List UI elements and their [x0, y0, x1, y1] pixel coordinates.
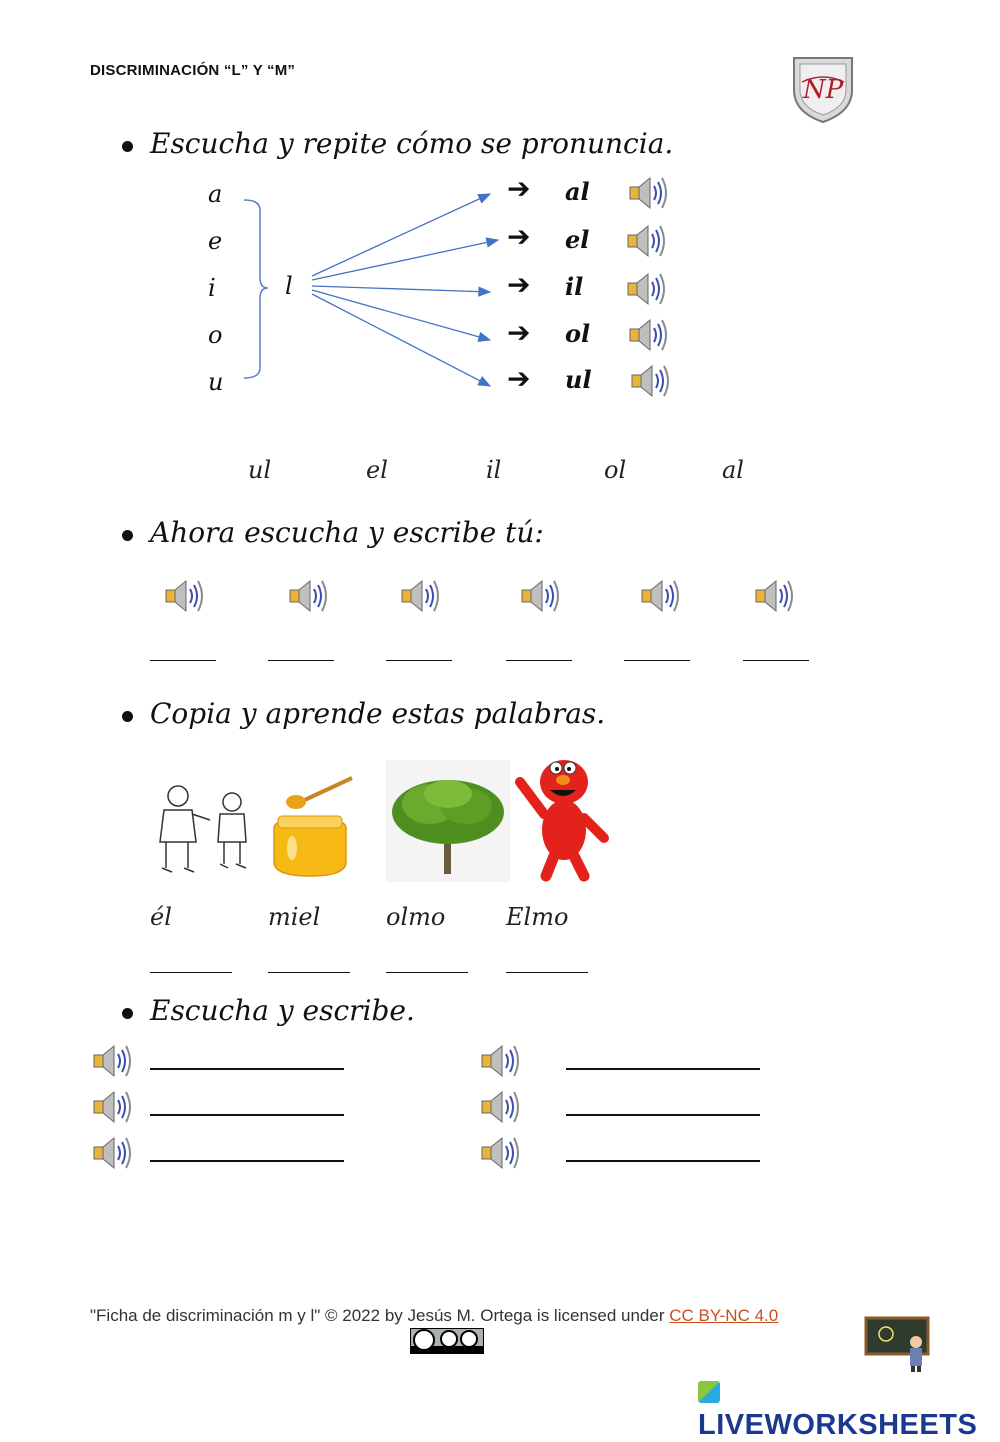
practice-ol: ol [604, 456, 627, 484]
bracket-and-arrows [240, 190, 500, 390]
practice-el: el [366, 456, 388, 484]
vowel-a: a [208, 180, 223, 208]
answer-line[interactable] [624, 660, 690, 661]
answer-line[interactable] [150, 1114, 344, 1116]
speaker-icon[interactable] [162, 577, 206, 615]
syllable-al: al [565, 177, 590, 206]
speaker-icon[interactable] [286, 577, 330, 615]
answer-line[interactable] [150, 660, 216, 661]
cc-license-icon [410, 1328, 484, 1354]
liveworksheets-name: LIVEWORKSHEETS [698, 1409, 978, 1441]
section-3-title: Copia y aprende estas palabras. [150, 697, 606, 730]
speaker-icon[interactable] [624, 270, 668, 308]
speaker-icon[interactable] [624, 222, 668, 260]
word-elmo: Elmo [506, 903, 569, 931]
teacher-chalkboard-icon [864, 1316, 932, 1372]
speaker-icon[interactable] [638, 577, 682, 615]
school-badge-icon [788, 52, 858, 124]
speaker-icon[interactable] [90, 1088, 134, 1126]
license-statement: "Ficha de discriminación m y l" © 2022 by Jesús M. Ortega is licensed under [90, 1306, 670, 1325]
syllable-el: el [565, 225, 590, 254]
answer-line[interactable] [150, 1160, 344, 1162]
right-arrow-icon: ➔ [507, 220, 531, 253]
syllable-il: il [565, 272, 584, 301]
honey-picture [266, 772, 358, 880]
speaker-icon[interactable] [90, 1042, 134, 1080]
speaker-icon[interactable] [518, 577, 562, 615]
speaker-icon[interactable] [478, 1134, 522, 1172]
answer-line[interactable] [268, 660, 334, 661]
word-olmo: olmo [386, 903, 446, 931]
answer-line[interactable] [566, 1114, 760, 1116]
copy-line[interactable] [268, 972, 350, 973]
copy-line[interactable] [386, 972, 468, 973]
svg-text:NP: NP [802, 75, 844, 105]
answer-line[interactable] [150, 1068, 344, 1070]
answer-line[interactable] [743, 660, 809, 661]
elmo-picture [514, 752, 612, 882]
syllable-ul: ul [565, 365, 592, 394]
license-text [90, 1306, 778, 1326]
bullet [122, 141, 133, 152]
tree-picture [386, 760, 510, 882]
vowel-u: u [208, 368, 224, 396]
speaker-icon[interactable] [90, 1134, 134, 1172]
answer-line[interactable] [566, 1068, 760, 1070]
practice-al: al [722, 456, 744, 484]
liveworksheets-logo [698, 1376, 1000, 1442]
section-2-title: Ahora escucha y escribe tú: [150, 516, 544, 549]
copy-line[interactable] [150, 972, 232, 973]
page-title: DISCRIMINACIÓN “L” Y “M” [90, 62, 296, 79]
right-arrow-icon: ➔ [507, 316, 531, 349]
vowel-o: o [208, 321, 223, 349]
section-1-title: Escucha y repite cómo se pronuncia. [150, 127, 674, 160]
section-4-title: Escucha y escribe. [150, 994, 415, 1027]
speaker-icon[interactable] [626, 316, 670, 354]
speaker-icon[interactable] [398, 577, 442, 615]
copy-line[interactable] [506, 972, 588, 973]
right-arrow-icon: ➔ [507, 268, 531, 301]
speaker-icon[interactable] [628, 362, 672, 400]
vowel-i: i [208, 274, 216, 302]
consonant-l: l [285, 272, 293, 300]
answer-line[interactable] [566, 1160, 760, 1162]
boys-picture [150, 780, 254, 880]
speaker-icon[interactable] [752, 577, 796, 615]
vowel-e: e [208, 227, 223, 255]
answer-line[interactable] [506, 660, 572, 661]
speaker-icon[interactable] [478, 1088, 522, 1126]
bullet [122, 711, 133, 722]
right-arrow-icon: ➔ [507, 172, 531, 205]
liveworksheets-icon [698, 1381, 720, 1403]
bullet [122, 530, 133, 541]
speaker-icon[interactable] [478, 1042, 522, 1080]
practice-ul: ul [248, 456, 272, 484]
word-el: él [150, 903, 172, 931]
syllable-ol: ol [565, 319, 591, 348]
right-arrow-icon: ➔ [507, 362, 531, 395]
practice-il: il [486, 456, 502, 484]
answer-line[interactable] [386, 660, 452, 661]
word-miel: miel [268, 903, 321, 931]
license-link[interactable]: CC BY-NC 4.0 [669, 1306, 779, 1325]
bullet [122, 1008, 133, 1019]
speaker-icon[interactable] [626, 174, 670, 212]
